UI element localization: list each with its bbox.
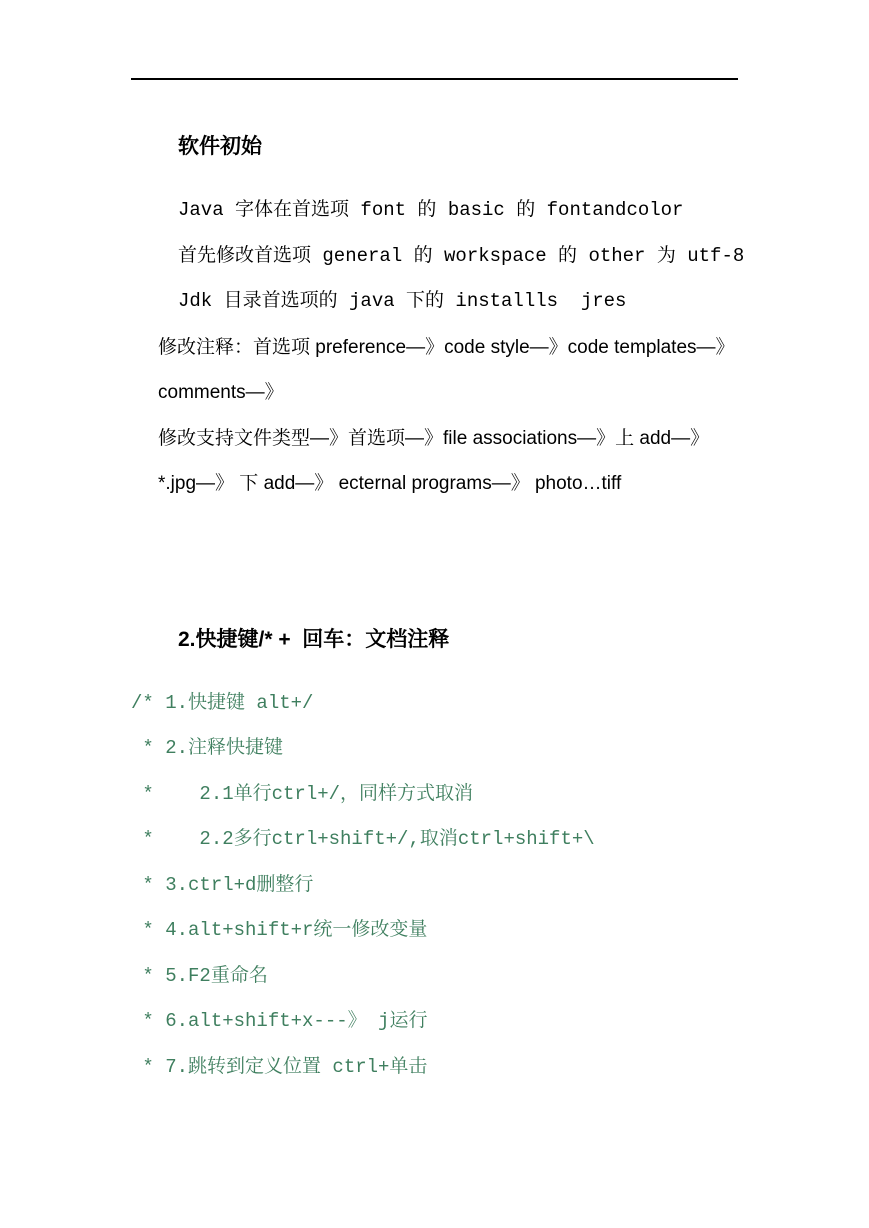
- code-comment-line: * 5.F2重命名: [131, 965, 268, 987]
- code-comment-line: /* 1.快捷键 alt+/: [131, 692, 314, 714]
- note-line: 修改注释：首选项 preference—》code style—》code templates—》: [158, 337, 735, 358]
- text-line: 首先修改首选项 general 的 workspace 的 other 为 utf-8: [178, 245, 745, 267]
- code-comment-line: * 2.1单行ctrl+/，同样方式取消: [131, 783, 474, 805]
- header-rule: [131, 78, 738, 80]
- code-comment-line: * 2.2多行ctrl+shift+/,取消ctrl+shift+\: [131, 828, 595, 850]
- text-line: Java 字体在首选项 font 的 basic 的 fontandcolor: [178, 199, 684, 221]
- code-comment-line: * 3.ctrl+d删整行: [131, 874, 314, 896]
- note-line: *.jpg—》 下 add—》 ecternal programs—》 photo…tiff: [158, 473, 622, 494]
- code-comment-line: * 7.跳转到定义位置 ctrl+单击: [131, 1056, 428, 1078]
- section-heading-shortcuts: 2.快捷键/* + 回车：文档注释: [178, 628, 450, 651]
- section-heading-software-init: 软件初始: [178, 135, 262, 158]
- note-line: 修改支持文件类型—》首选项—》file associations—》上 add—》: [158, 428, 710, 449]
- note-line: comments—》: [158, 382, 284, 403]
- code-comment-line: * 4.alt+shift+r统一修改变量: [131, 919, 428, 941]
- code-comment-line: * 6.alt+shift+x---》 j运行: [131, 1010, 428, 1032]
- text-line: Jdk 目录首选项的 java 下的 installls jres: [178, 290, 627, 312]
- code-comment-line: * 2.注释快捷键: [131, 737, 284, 759]
